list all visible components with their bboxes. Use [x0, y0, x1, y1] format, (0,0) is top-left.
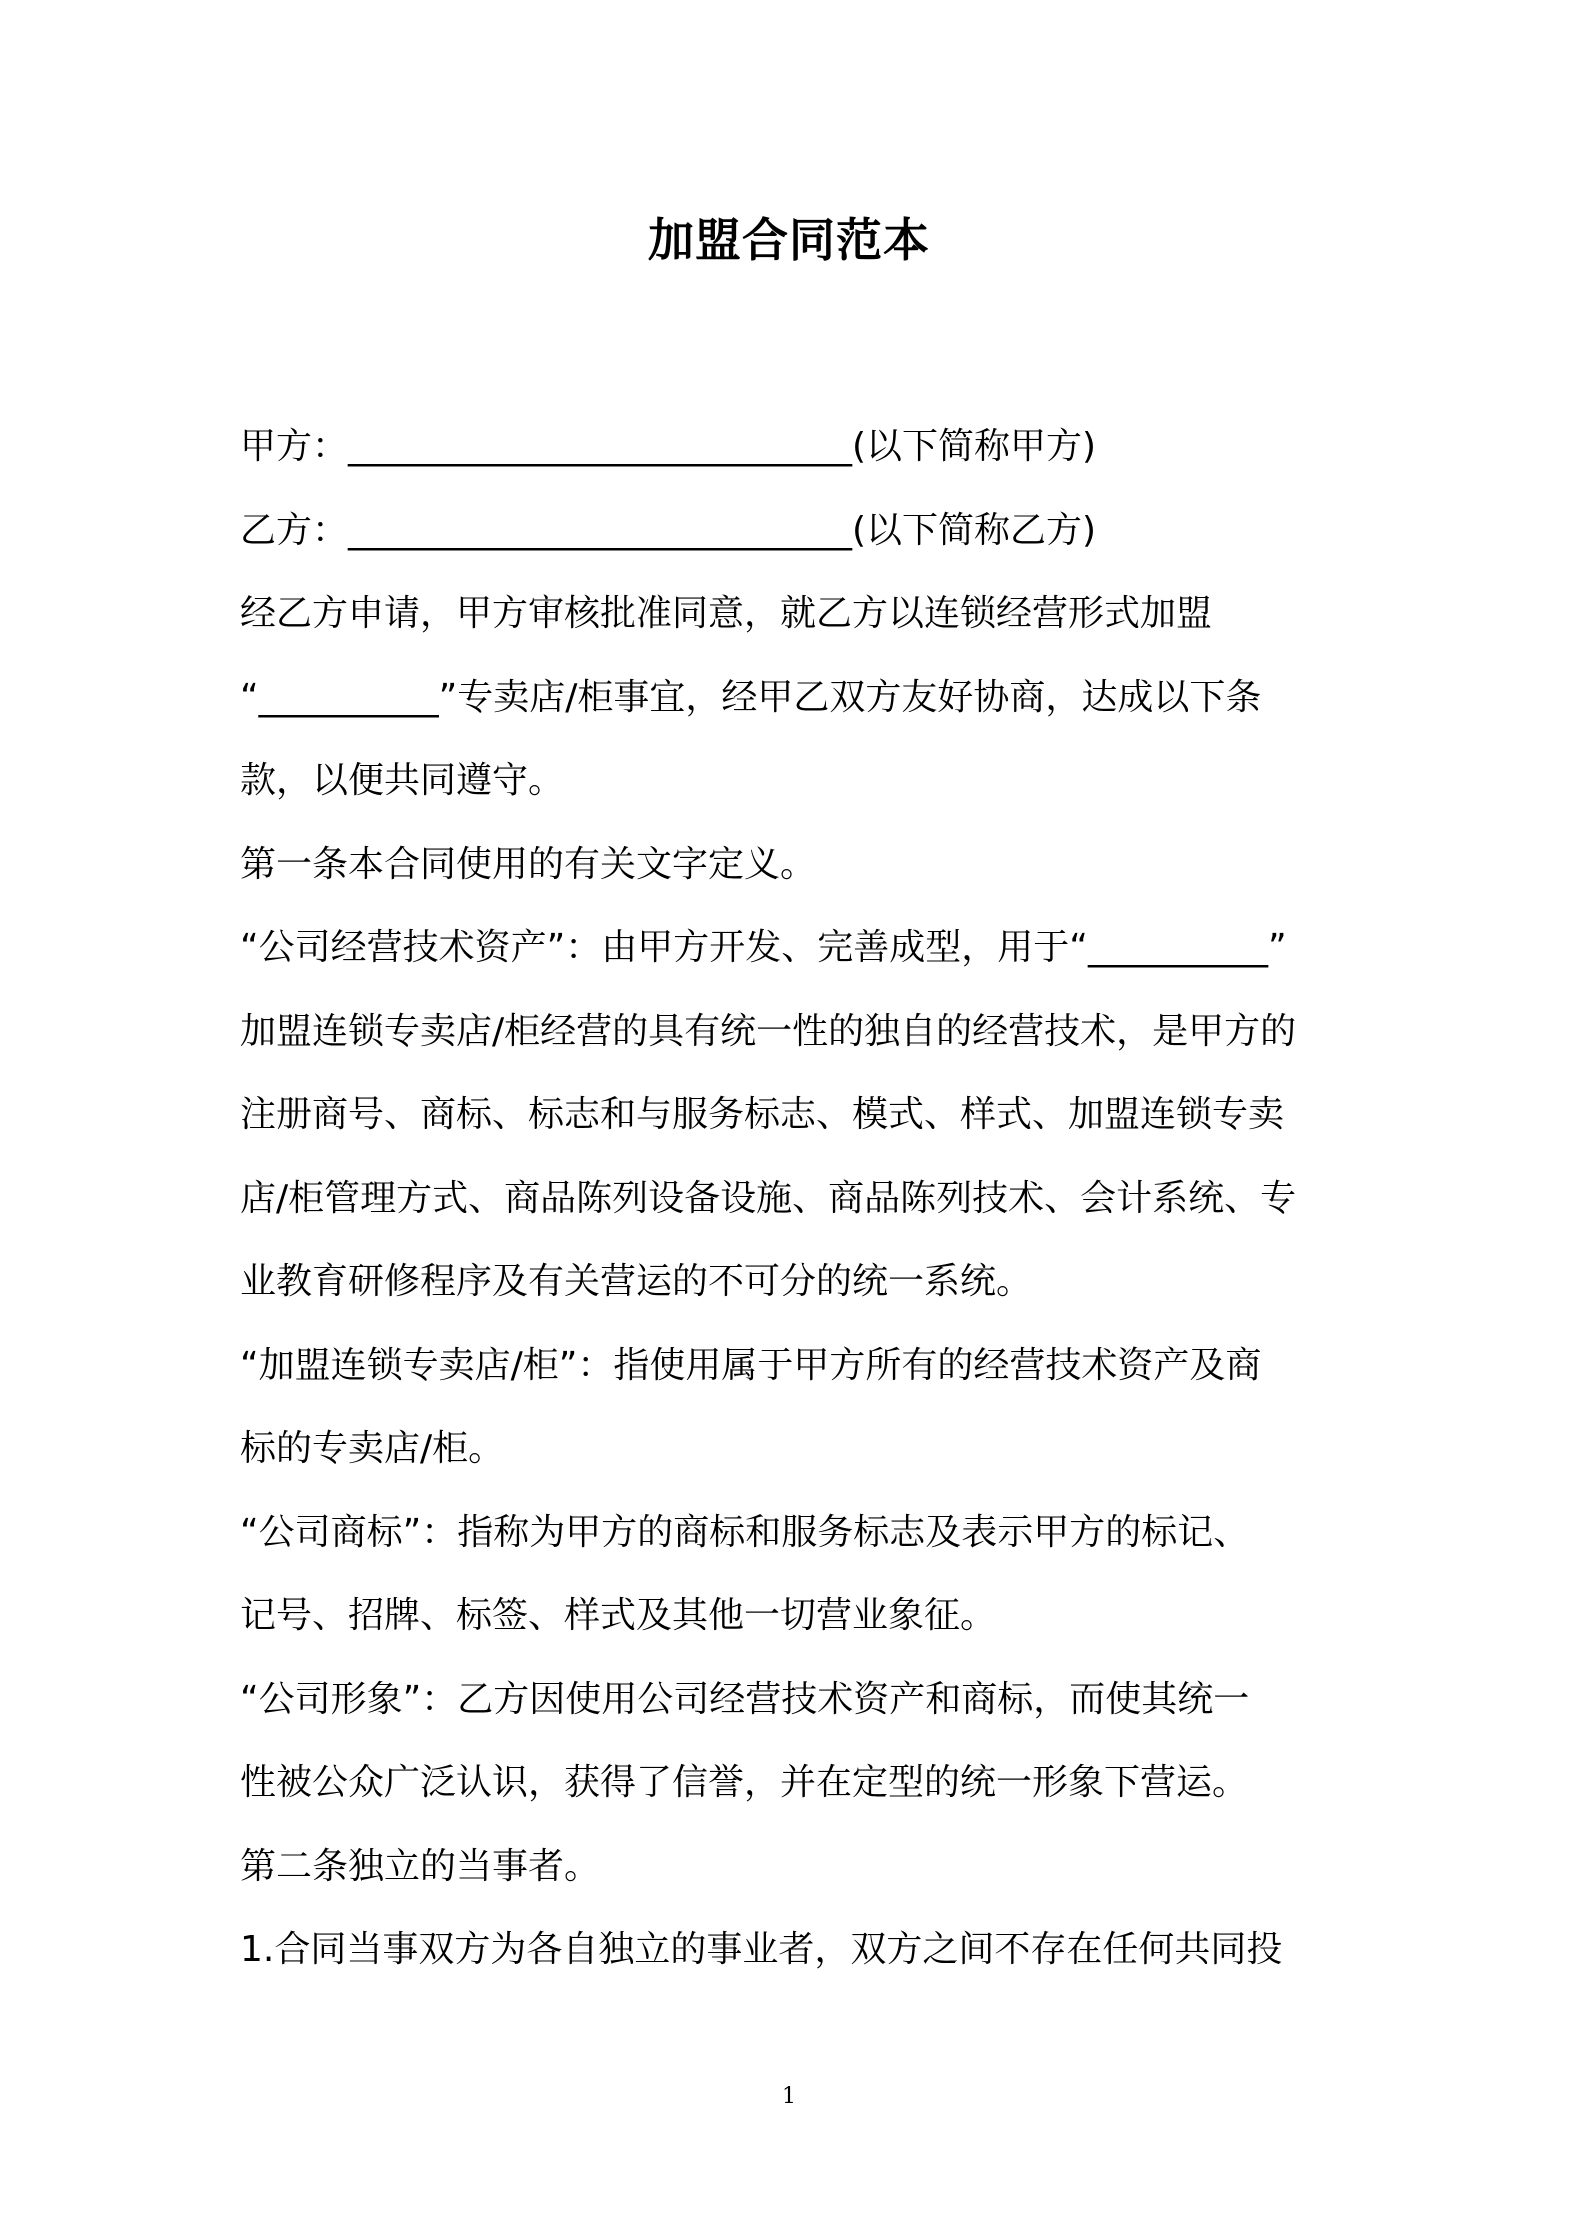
party-b-line: 乙方：____________________________(以下简称乙方)	[240, 509, 1097, 551]
paragraph-line: “__________”专卖店/柜事宜，经甲乙双方友好协商，达成以下条	[240, 676, 1262, 718]
paragraph-line: 款，以便共同遵守。	[240, 760, 565, 801]
paragraph-line: 1.合同当事双方为各自独立的事业者，双方之间不存在任何共同投	[240, 1929, 1283, 1970]
paragraph-line: 标的专卖店/柜。	[240, 1428, 505, 1469]
article-heading: 第一条本合同使用的有关文字定义。	[240, 843, 817, 885]
article-heading: 第二条独立的当事者。	[240, 1845, 601, 1887]
document-body	[240, 405, 1340, 1992]
paragraph-line: “加盟连锁专卖店/柜”：指使用属于甲方所有的经营技术资产及商	[240, 1344, 1262, 1386]
page-number: 1	[782, 2084, 796, 2109]
paragraph-line: “公司商标”：指称为甲方的商标和服务标志及表示甲方的标记、	[240, 1511, 1250, 1553]
document-title: 加盟合同范本	[648, 213, 930, 267]
paragraph-line: 业教育研修程序及有关营运的不可分的统一系统。	[240, 1261, 1033, 1302]
paragraph-line: 经乙方申请，甲方审核批准同意，就乙方以连锁经营形式加盟	[240, 593, 1213, 634]
party-a-line: 甲方：____________________________(以下简称甲方)	[240, 426, 1097, 467]
paragraph-line: 加盟连锁专卖店/柜经营的具有统一性的独自的经营技术，是甲方的	[240, 1010, 1297, 1052]
paragraph-line: “公司形象”：乙方因使用公司经营技术资产和商标，而使其统一	[240, 1678, 1250, 1720]
paragraph-line: 性被公众广泛认识，获得了信誉，并在定型的统一形象下营运。	[240, 1762, 1249, 1803]
paragraph-line: 注册商号、商标、标志和与服务标志、模式、样式、加盟连锁专卖	[240, 1094, 1285, 1135]
paragraph-line: 店/柜管理方式、商品陈列设备设施、商品陈列技术、会计系统、专	[240, 1177, 1297, 1219]
paragraph-line: 记号、招牌、标签、样式及其他一切营业象征。	[240, 1595, 997, 1636]
paragraph-line: “公司经营技术资产”：由甲方开发、完善成型，用于“__________”	[240, 927, 1287, 968]
